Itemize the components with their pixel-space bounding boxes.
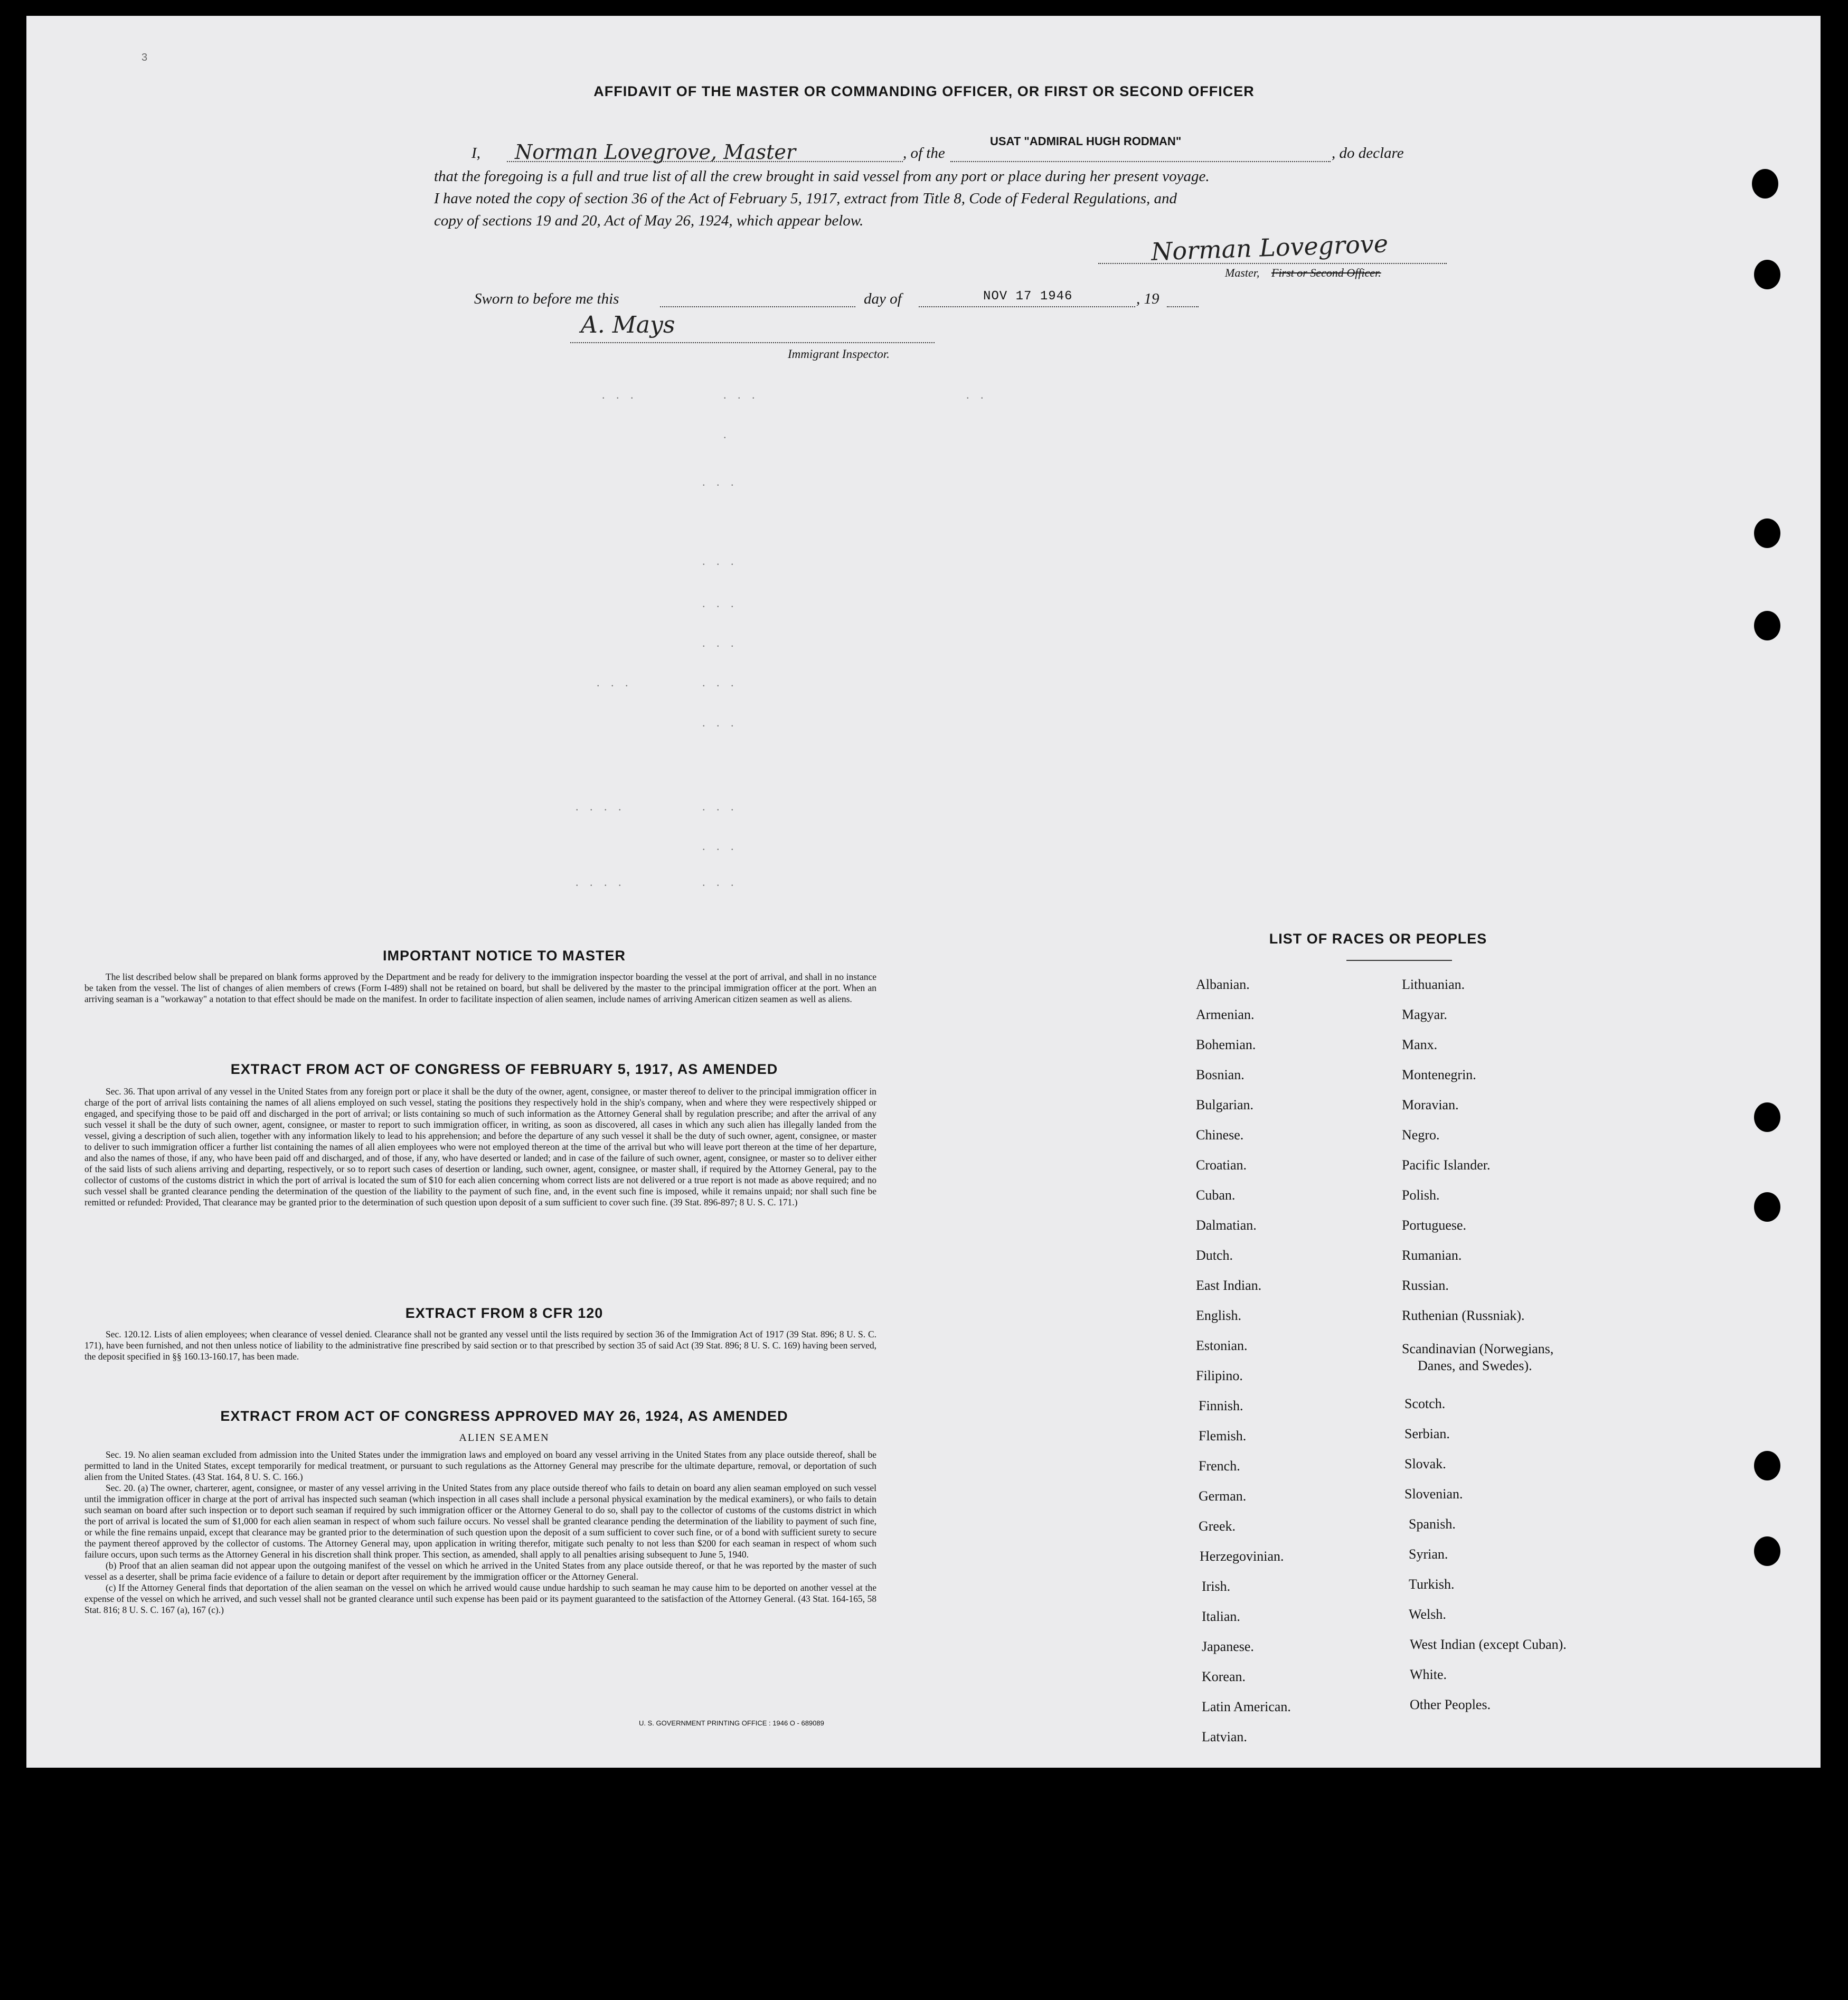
affidavit-line-2: that the foregoing is a full and true list of all the crew brought in said vessel from any port or place during her present voyage.: [434, 168, 1210, 185]
vessel-line: [950, 161, 1331, 162]
race-item: Greek.: [1199, 1518, 1236, 1534]
inspector-line: [570, 342, 935, 343]
race-item: Korean.: [1202, 1669, 1246, 1684]
race-item: Spanish.: [1409, 1516, 1456, 1532]
name-line: [507, 161, 903, 162]
row-mark: . . .: [702, 800, 738, 813]
master-name-handwritten: Norman Lovegrove, Master: [515, 140, 796, 164]
inspector-label: Immigrant Inspector.: [788, 347, 890, 361]
affidavit-title: AFFIDAVIT OF THE MASTER OR COMMANDING OFFICER, OR FIRST OR SECOND OFFICER: [593, 83, 1255, 99]
punch-hole: [1754, 1536, 1780, 1566]
race-item: Croatian.: [1196, 1157, 1247, 1173]
master-label: Master,: [1225, 266, 1260, 279]
race-item: Filipino.: [1196, 1368, 1243, 1383]
signature-line: [1098, 263, 1447, 264]
notice-title: IMPORTANT NOTICE TO MASTER: [383, 948, 626, 964]
alien-seamen-subtitle: ALIEN SEAMEN: [459, 1432, 550, 1444]
section-20a-paragraph: Sec. 20. (a) The owner, charterer, agent, consignee, or master of any vessel arriving in the United States from any place outside thereof who fails to detain on board any alien seaman employed on such vessel until the immigration officer in charge at the port of arrival has inspected such seaman (which inspection in all cases shall include a personal physical examination by the medical examiners), or who fails to detain such seaman on board after such inspection or to deport such seaman if required by such immigration officer or the Attorney General to do so, shall pay to the collector of customs of the customs district in which the port of arrival is located the sum of $1,000 for each alien seaman in respect of whom such failure occurs. No vessel shall be granted clearance pending the determination of the liability to payment of such fine, or while the fine remains unpaid, except that clearance may be granted prior to the determination of such question upon the deposit of a sum sufficient to cover such fine, or of a bond with sufficient surety to secure the payment thereof approved by the collector of customs. The Attorney General may, upon application in writing therefor, mitigate such penalty to not less than $200 for each seaman in respect of whom such failure occurs, upon such terms as the Attorney General in his discretion shall think proper. This section, as amended, shall apply to all penalties arising subsequent to June 5, 1940.: [84, 1483, 876, 1560]
row-mark: . . .: [702, 676, 738, 689]
row-mark: . . .: [702, 554, 738, 568]
extract-1917-text: [84, 1086, 876, 1208]
race-item: Bulgarian.: [1196, 1097, 1254, 1112]
date-line: [919, 306, 1135, 307]
cfr-paragraph: Sec. 120.12. Lists of alien employees; when clearance of vessel denied. Clearance shall not be granted any vessel until the lists required by section 36 of the Immigration Act of 1917 (39 Stat. 896; 8 U. S. C. 171), have been furnished, and not then unless notice of liability to the administrative fine prescribed by said section or to that prescribed by section 35 of said Act (39 Stat. 896; 8 U. S. C. 169) having been served, the deposit specified in §§ 160.13-160.17, has been made.: [84, 1329, 876, 1362]
row-mark: . . .: [597, 676, 633, 689]
race-item: Chinese.: [1196, 1127, 1244, 1143]
race-item: Flemish.: [1199, 1428, 1247, 1444]
race-item: Other Peoples.: [1410, 1697, 1491, 1712]
section-20c-paragraph: (c) If the Attorney General finds that deportation of the alien seaman on the vessel on which he arrived would cause undue hardship to such seaman he may cause him to be deported on another vessel at the expense of the vessel on which he arrived, and such vessel shall not be granted clearance until such expense has been paid or its payment guaranteed to the satisfaction of the Attorney General. (43 Stat. 164-165, 58 Stat. 816; 8 U. S. C. 167 (a), 167 (c).): [84, 1582, 876, 1615]
row-mark: . . .: [702, 716, 738, 729]
notice-text: [84, 971, 876, 1005]
extract-1924-text: [84, 1449, 876, 1616]
race-item: Syrian.: [1409, 1546, 1448, 1562]
race-item: White.: [1410, 1667, 1447, 1682]
master-signature: Norman Lovegrove: [1151, 229, 1389, 266]
cfr-text: [84, 1329, 876, 1362]
row-mark: . .: [966, 388, 988, 401]
row-mark: . . . .: [576, 800, 626, 813]
sworn-text: Sworn to before me this: [474, 290, 619, 307]
race-item: Scandinavian (Norwegians,: [1402, 1341, 1554, 1356]
punch-hole: [1754, 1192, 1780, 1222]
race-item: English.: [1196, 1308, 1241, 1323]
races-title: LIST OF RACES OR PEOPLES: [1269, 931, 1487, 947]
race-item: Estonian.: [1196, 1338, 1248, 1353]
sworn-day-line: [660, 306, 855, 307]
race-item: Bohemian.: [1196, 1037, 1256, 1052]
race-item: Moravian.: [1402, 1097, 1459, 1112]
affidavit-do-declare: , do declare: [1332, 145, 1404, 162]
row-mark: . . .: [723, 388, 759, 401]
section-36-paragraph: Sec. 36. That upon arrival of any vessel in the United States from any foreign port or place it shall be the duty of the owner, agent, consignee, or master thereof to deliver to the principal immigration officer in charge of the port of arrival lists containing the names of all aliens employed on such vessel, stating the positions they respectively hold in the ship's company, when and where they were respectively shipped or engaged, and specifying those to be paid off and discharged in the port of arrival; or lists containing so much of such information as the Attorney General shall by regulation prescribe; and after the arrival of any such vessel it shall be the duty of such owner, agent, consignee, or master to report to such immigration officer, in writing, as soon as discovered, all cases in which any such alien has illegally landed from the vessel, giving a description of such alien, together with any information likely to lead to his apprehension; and before the departure of any such vessel it shall be the duty of such owner, agent, consignee, or master to deliver to such immigration officer a further list containing the names of all alien employees who were not employed thereon at the time of the arrival but who will leave port thereon at the time of her departure, and also the names of those, if any, who have been paid off and discharged, and of those, if any, who have deserted or landed; and in case of the failure of such owner, agent, consignee, or master so to deliver either of the said lists of such aliens arriving and departing, respectively, or so to report such cases of desertion or landing, such owner, agent, consignee, or master shall, if required by the Attorney General, pay to the collector of customs of the customs district in which the port of arrival is located the sum of $10 for each alien concerning whom correct lists are not delivered or a true report is not made as above required; and no such vessel shall be granted clearance pending the determination of the question of the liability to the payment of such fine, and, in the event such fine is imposed, while it remains unpaid; nor shall such fine be remitted or refunded: Provided, That clearance may be granted prior to the determination of such question upon deposit of a sum sufficient to cover such fine. (39 Stat. 896-897; 8 U. S. C. 171.): [84, 1086, 876, 1207]
printer-imprint: U. S. GOVERNMENT PRINTING OFFICE : 1946 O - 689089: [639, 1719, 824, 1727]
section-19-paragraph: Sec. 19. No alien seaman excluded from admission into the United States under the immigration laws and employed on board any vessel arriving in the United States from any place outside thereof, shall be permitted to land in the United States, except temporarily for medical treatment, or pursuant to such regulations as the Attorney General may prescribe for the ultimate departure, removal, or deportation of such alien from the United States. (43 Stat. 164, 8 U. S. C. 166.): [84, 1449, 876, 1482]
race-item: Montenegrin.: [1402, 1067, 1476, 1082]
race-item: Portuguese.: [1402, 1218, 1467, 1233]
race-item: Lithuanian.: [1402, 977, 1465, 992]
punch-hole: [1754, 1451, 1780, 1480]
race-item: Cuban.: [1196, 1187, 1236, 1203]
race-item: Turkish.: [1409, 1577, 1455, 1592]
race-item: Japanese.: [1202, 1639, 1254, 1654]
row-mark: . . .: [702, 839, 738, 853]
affidavit-line-4: copy of sections 19 and 20, Act of May 26, 1924, which appear below.: [434, 212, 864, 229]
race-item: Polish.: [1402, 1187, 1440, 1203]
races-title-rule: [1346, 960, 1452, 961]
inspector-signature: A. Mays: [581, 312, 675, 338]
extract-1924-title: EXTRACT FROM ACT OF CONGRESS APPROVED MAY 26, 1924, AS AMENDED: [220, 1408, 788, 1424]
punch-hole: [1754, 611, 1780, 640]
race-item: Finnish.: [1199, 1398, 1243, 1413]
year-line: [1167, 306, 1199, 307]
affidavit-i: I,: [472, 145, 480, 162]
corner-mark: 3: [142, 52, 148, 63]
race-item: Dutch.: [1196, 1248, 1233, 1263]
race-item: Slovenian.: [1404, 1486, 1463, 1502]
race-item: German.: [1199, 1488, 1247, 1504]
affidavit-line-3: I have noted the copy of section 36 of the Act of February 5, 1917, extract from Title 8, Code of Federal Regulations, and: [434, 190, 1177, 207]
race-item: Pacific Islander.: [1402, 1157, 1491, 1173]
race-item: Danes, and Swedes).: [1418, 1358, 1532, 1373]
race-item: Manx.: [1402, 1037, 1438, 1052]
vessel-stamp: USAT "ADMIRAL HUGH RODMAN": [990, 135, 1182, 148]
row-mark: . . .: [702, 636, 738, 649]
row-mark: . . .: [702, 875, 738, 889]
row-mark: . . .: [702, 475, 738, 488]
row-mark: . . .: [702, 597, 738, 610]
section-20b-paragraph: (b) Proof that an alien seaman did not appear upon the outgoing manifest of the vessel on which he arrived in the United States from any place outside thereof, or that he was reported by the master of such vessel as a deserter, shall be prima facie evidence of a failure to detain or deport after requirement by the immigration officer or the Attorney General.: [84, 1560, 876, 1582]
race-item: Albanian.: [1196, 977, 1250, 992]
row-mark: . . .: [602, 388, 638, 401]
race-item: Russian.: [1402, 1278, 1449, 1293]
affidavit-of-the: , of the: [903, 145, 945, 162]
race-item: Serbian.: [1404, 1426, 1450, 1441]
race-item: East Indian.: [1196, 1278, 1262, 1293]
race-item: Dalmatian.: [1196, 1218, 1257, 1233]
race-item: Armenian.: [1196, 1007, 1255, 1022]
race-item: Herzegovinian.: [1200, 1549, 1284, 1564]
day-of-text: day of: [864, 290, 902, 307]
race-item: Italian.: [1202, 1609, 1240, 1624]
race-item: Ruthenian (Russniak).: [1402, 1308, 1525, 1323]
punch-hole: [1754, 518, 1780, 548]
struck-officer-label: First or Second Officer.: [1271, 266, 1381, 279]
race-item: Magyar.: [1402, 1007, 1447, 1022]
race-item: Irish.: [1202, 1579, 1231, 1594]
date-stamp: NOV 17 1946: [983, 289, 1073, 304]
row-mark: .: [723, 428, 731, 441]
punch-hole: [1754, 260, 1780, 289]
race-item: Latvian.: [1202, 1729, 1247, 1744]
race-item: Slovak.: [1404, 1456, 1446, 1471]
race-item: Latin American.: [1202, 1699, 1291, 1714]
race-item: Bosnian.: [1196, 1067, 1244, 1082]
notice-paragraph: The list described below shall be prepared on blank forms approved by the Department and be ready for delivery to the immigration inspector boarding the vessel at the port of arrival, and shall in no instance be taken from the vessel. The list of changes of alien members of crews (Form I-489) shall not be retained on board, but shall be delivered by the master to the principal immigration officer at the port. When an arriving seaman is a "workaway" a notation to that effect should be made on the manifest. In order to facilitate inspection of alien seamen, include names of arriving American citizen seamen as well as aliens.: [84, 971, 876, 1004]
race-item: French.: [1199, 1458, 1240, 1474]
extract-1917-title: EXTRACT FROM ACT OF CONGRESS OF FEBRUARY 5, 1917, AS AMENDED: [230, 1061, 778, 1077]
race-item: Negro.: [1402, 1127, 1440, 1143]
race-item: Rumanian.: [1402, 1248, 1462, 1263]
punch-hole: [1752, 169, 1778, 199]
race-item: Welsh.: [1409, 1607, 1446, 1622]
year-prefix: , 19: [1136, 290, 1159, 307]
punch-hole: [1754, 1102, 1780, 1132]
race-item: West Indian (except Cuban).: [1410, 1637, 1567, 1652]
race-item: Scotch.: [1404, 1396, 1446, 1411]
row-mark: . . . .: [576, 875, 626, 889]
cfr-title: EXTRACT FROM 8 CFR 120: [405, 1305, 604, 1321]
